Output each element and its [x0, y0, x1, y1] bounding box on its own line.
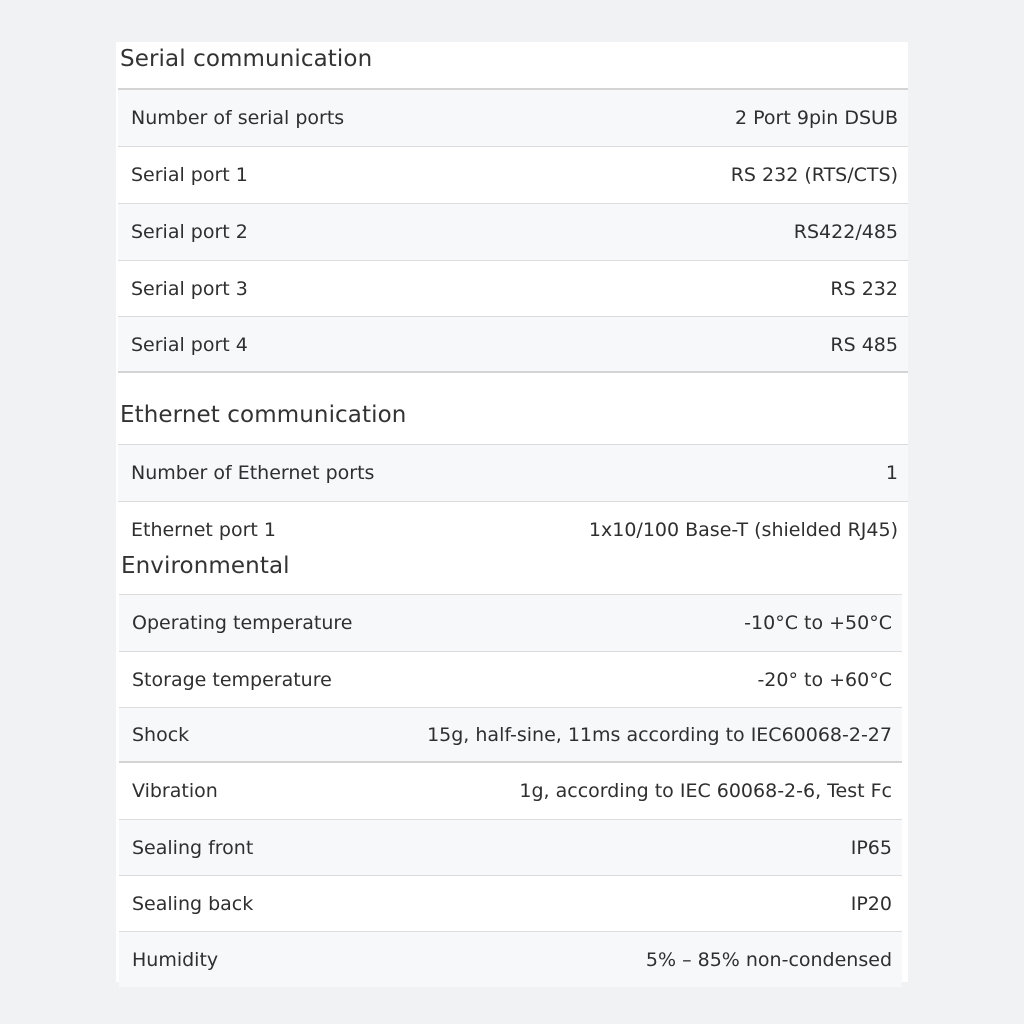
spec-row-serial-port-3 — [118, 260, 908, 316]
spec-label: Serial port 2 — [131, 221, 248, 243]
spec-label: Humidity — [132, 948, 219, 971]
spec-label: Vibration — [132, 780, 218, 802]
spec-value: RS 232 — [830, 277, 898, 300]
spec-value: RS 485 — [830, 333, 898, 356]
spec-value: -20° to +60°C — [757, 668, 892, 691]
spec-label: Sealing back — [132, 892, 254, 915]
spec-label: Serial port 1 — [131, 164, 248, 186]
spec-row-ethernet-port-1 — [118, 501, 908, 558]
spec-label: Storage temperature — [132, 668, 332, 691]
spec-row-serial-port-2 — [118, 203, 908, 260]
spec-row-serial-port-4 — [118, 316, 908, 372]
spec-value: RS422/485 — [793, 221, 898, 243]
spec-value: -10°C to +50°C — [744, 612, 892, 634]
spec-row-operating-temperature — [119, 594, 902, 651]
spec-row-storage-temperature — [119, 651, 902, 707]
section-title-ethernet: Ethernet communication — [120, 402, 407, 428]
spec-row-sealing-front — [119, 819, 902, 875]
section-title-environmental: Environmental — [121, 553, 290, 579]
spec-value: IP20 — [850, 892, 892, 915]
spec-label: Operating temperature — [132, 612, 353, 634]
spec-label: Serial port 4 — [131, 333, 248, 356]
spec-value: 1g, according to IEC 60068-2-6, Test Fc — [519, 780, 892, 802]
spec-value: 15g, half-sine, 11ms according to IEC60068-2-27 — [427, 724, 892, 746]
section-divider — [118, 371, 908, 373]
spec-row-vibration — [119, 763, 902, 819]
spec-label: Serial port 3 — [131, 277, 248, 300]
spec-label: Ethernet port 1 — [131, 519, 276, 541]
spec-label: Shock — [132, 724, 190, 746]
spec-value: IP65 — [850, 836, 892, 859]
spec-row-sealing-back — [119, 875, 902, 931]
spec-value: 1x10/100 Base-T (shielded RJ45) — [588, 519, 898, 541]
spec-row-serial-port-1 — [118, 146, 908, 203]
spec-label: Number of serial ports — [131, 107, 345, 129]
spec-value: 2 Port 9pin DSUB — [735, 107, 898, 129]
spec-value: 1 — [885, 462, 898, 484]
section-title-serial: Serial communication — [120, 46, 373, 72]
spec-label: Sealing front — [132, 836, 254, 859]
spec-value: 5% – 85% non-condensed — [645, 948, 892, 971]
spec-row-shock — [119, 707, 902, 762]
spec-value: RS 232 (RTS/CTS) — [730, 164, 898, 186]
spec-row-serial-ports — [118, 90, 908, 146]
spec-row-ethernet-ports — [118, 444, 908, 501]
spec-label: Number of Ethernet ports — [131, 462, 375, 484]
spec-row-humidity — [119, 931, 902, 987]
